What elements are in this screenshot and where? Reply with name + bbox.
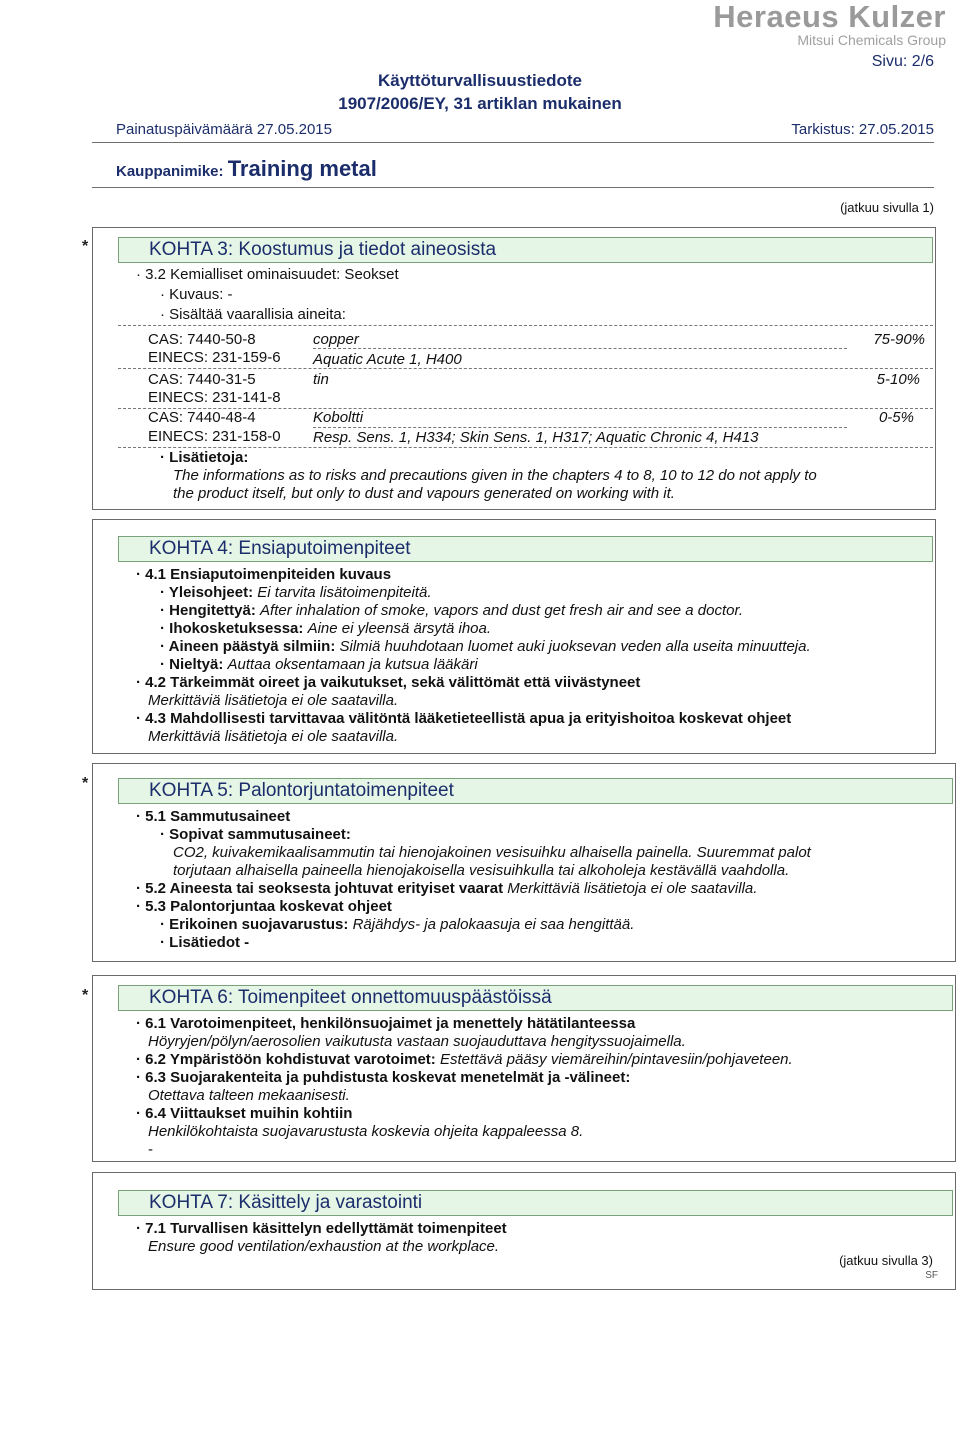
s5-suitable-line-2: torjutaan alhaisella paineella hienojakoisella vesisuihkulla tai alkoholeja kestävällä vaahdolla. xyxy=(173,862,790,879)
logo-group: Mitsui Chemicals Group xyxy=(797,32,946,48)
s4-general-label: · Yleisohjeet: xyxy=(160,584,254,601)
s4-inhaled xyxy=(160,602,743,620)
continued-on: (jatkuu sivulla 3) xyxy=(839,1253,933,1268)
s6-2-text: Estettävä pääsy viemäreihin/pintavesiin/pohjaveteen. xyxy=(439,1051,793,1068)
s6-1-title: · 6.1 Varotoimenpiteet, henkilönsuojaimet ja menettely hätätilanteessa xyxy=(136,1015,636,1032)
document-subtitle: 1907/2006/EY, 31 artiklan mukainen xyxy=(338,94,622,113)
substance-name: tin xyxy=(313,371,329,388)
s4-inhaled-text: After inhalation of smoke, vapors and dust get fresh air and see a doctor. xyxy=(260,602,744,619)
row-divider xyxy=(313,348,847,349)
substance-hazards: Aquatic Acute 1, H400 xyxy=(313,351,462,368)
substance-name: copper xyxy=(313,331,359,348)
revision-date: Tarkistus: 27.05.2015 xyxy=(791,121,934,138)
s6-2 xyxy=(136,1051,793,1069)
substance-range: 0-5% xyxy=(878,409,914,426)
header-divider-2 xyxy=(92,187,934,188)
s6-2-label: · 6.2 Ympäristöön kohdistuvat varotoimet: xyxy=(136,1051,436,1068)
s3-additional-label: · Lisätietoja: xyxy=(160,449,249,466)
s4-swallowed xyxy=(160,656,478,674)
s5-2-text: Merkittäviä lisätietoja ei ole saatavilla. xyxy=(507,880,758,897)
s5-2 xyxy=(136,880,757,898)
s5-suitable-label: · Sopivat sammutusaineet: xyxy=(160,826,351,843)
page-number: Sivu: 2/6 xyxy=(871,53,934,70)
s4-general xyxy=(160,584,432,602)
s4-skin-label: · Ihokosketuksessa: xyxy=(160,620,304,637)
revision-star: * xyxy=(82,775,89,792)
revision-star: * xyxy=(82,987,89,1004)
s4-inhaled-label: · Hengitettyä: xyxy=(160,602,256,619)
s4-general-text: Ei tarvita lisätoimenpiteitä. xyxy=(257,584,432,601)
s7-1-title: · 7.1 Turvallisen käsittelyn edellyttämät toimenpiteet xyxy=(136,1220,507,1237)
s4-1-title: · 4.1 Ensiaputoimenpiteiden kuvaus xyxy=(136,566,392,583)
section-3-heading: KOHTA 3: Koostumus ja tiedot aineosista xyxy=(118,237,933,263)
s3-contains: · Sisältää vaarallisia aineita: xyxy=(160,306,346,323)
s3-description: · Kuvaus: - xyxy=(160,286,233,303)
trade-name-label: Kauppanimike: xyxy=(116,163,224,180)
print-date: Painatuspäivämäärä 27.05.2015 xyxy=(116,121,332,138)
s4-eyes-text: Silmiä huuhdotaan luomet auki juoksevan veden alla useita minuutteja. xyxy=(339,638,811,655)
substance-einecs: EINECS: 231-159-6 xyxy=(148,349,281,366)
substance-range: 5-10% xyxy=(876,371,920,388)
section-4-heading: KOHTA 4: Ensiaputoimenpiteet xyxy=(118,536,933,562)
substance-range: 75-90% xyxy=(873,331,925,348)
substance-einecs: EINECS: 231-158-0 xyxy=(148,428,281,445)
table-divider xyxy=(118,368,933,369)
table-divider xyxy=(118,447,933,448)
substance-cas: CAS: 7440-48-4 xyxy=(148,409,256,426)
revision-star: * xyxy=(82,238,89,255)
section-6-heading: KOHTA 6: Toimenpiteet onnettomuuspäästöissä xyxy=(118,985,953,1011)
company-logo xyxy=(713,0,946,48)
header-divider xyxy=(92,142,934,143)
s6-3-title: · 6.3 Suojarakenteita ja puhdistusta koskevat menetelmät ja -välineet: xyxy=(136,1069,631,1086)
s4-skin xyxy=(160,620,491,638)
s5-3-title: · 5.3 Palontorjuntaa koskevat ohjeet xyxy=(136,898,392,915)
s5-suitable-line-1: CO2, kuivakemikaalisammutin tai hienojakoinen vesisuihku alhaisella painella. Suuremmat palot xyxy=(173,844,811,861)
s7-1-text: Ensure good ventilation/exhaustion at the workplace. xyxy=(148,1238,500,1255)
s5-2-label: · 5.2 Aineesta tai seoksesta johtuvat erityiset vaarat xyxy=(136,880,504,897)
table-divider xyxy=(118,325,933,326)
substance-hazards: Resp. Sens. 1, H334; Skin Sens. 1, H317; Aquatic Chronic 4, H413 xyxy=(313,429,759,446)
substance-einecs: EINECS: 231-141-8 xyxy=(148,389,281,406)
s4-eyes-label: · Aineen päästyä silmiin: xyxy=(160,638,336,655)
substance-cas: CAS: 7440-50-8 xyxy=(148,331,256,348)
trade-name-value: Training metal xyxy=(227,156,377,181)
s6-4-title: · 6.4 Viittaukset muihin kohtiin xyxy=(136,1105,353,1122)
s5-equipment-label: · Erikoinen suojavarustus: xyxy=(160,916,349,933)
s5-further: · Lisätiedot - xyxy=(160,934,250,951)
s6-3-text: Otettava talteen mekaanisesti. xyxy=(148,1087,350,1104)
s4-3-title: · 4.3 Mahdollisesti tarvittavaa välitöntä lääketieteellistä apua ja erityishoitoa koskevat ohjeet xyxy=(136,710,792,727)
row-divider xyxy=(313,427,847,428)
s5-equipment-text: Räjähdys- ja palokaasuja ei saa hengittää. xyxy=(352,916,635,933)
s6-1-text: Höyryjen/pölyn/aerosolien vaikutusta vastaan suojauduttava hengityssuojaimella. xyxy=(148,1033,686,1050)
s4-skin-text: Aine ei yleensä ärsytä ihoa. xyxy=(307,620,492,637)
continued-from: (jatkuu sivulla 1) xyxy=(840,200,934,215)
document-title: Käyttöturvallisuustiedote xyxy=(377,71,583,90)
s4-2-title: · 4.2 Tärkeimmät oireet ja vaikutukset, sekä välittömät että viivästyneet xyxy=(136,674,641,691)
s4-swallowed-label: · Nieltyä: xyxy=(160,656,224,673)
s3-additional-line-2: the product itself, but only to dust and vapours generated on working with it. xyxy=(173,485,675,502)
s6-4-dash: - xyxy=(148,1141,153,1158)
language-code: SF xyxy=(925,1270,938,1281)
s3-2-title: · 3.2 Kemialliset ominaisuudet: Seokset xyxy=(136,266,399,283)
s5-1-title: · 5.1 Sammutusaineet xyxy=(136,808,291,825)
substance-name: Koboltti xyxy=(313,409,364,426)
s4-swallowed-text: Auttaa oksentamaan ja kutsua lääkäri xyxy=(227,656,478,673)
substance-cas: CAS: 7440-31-5 xyxy=(148,371,256,388)
s4-eyes xyxy=(160,638,811,656)
s5-equipment xyxy=(160,916,634,934)
s4-2-text: Merkittäviä lisätietoja ei ole saatavilla. xyxy=(148,692,399,709)
section-7-heading: KOHTA 7: Käsittely ja varastointi xyxy=(118,1190,953,1216)
s4-3-text: Merkittäviä lisätietoja ei ole saatavilla. xyxy=(148,728,399,745)
s6-4-text: Henkilökohtaista suojavarustusta koskevia ohjeita kappaleessa 8. xyxy=(148,1123,584,1140)
logo-brand: Heraeus Kulzer xyxy=(713,0,946,34)
section-5-heading: KOHTA 5: Palontorjuntatoimenpiteet xyxy=(118,778,953,804)
s3-additional-line-1: The informations as to risks and precautions given in the chapters 4 to 8, 10 to 12 do not apply to xyxy=(173,467,817,484)
trade-name xyxy=(116,156,377,182)
